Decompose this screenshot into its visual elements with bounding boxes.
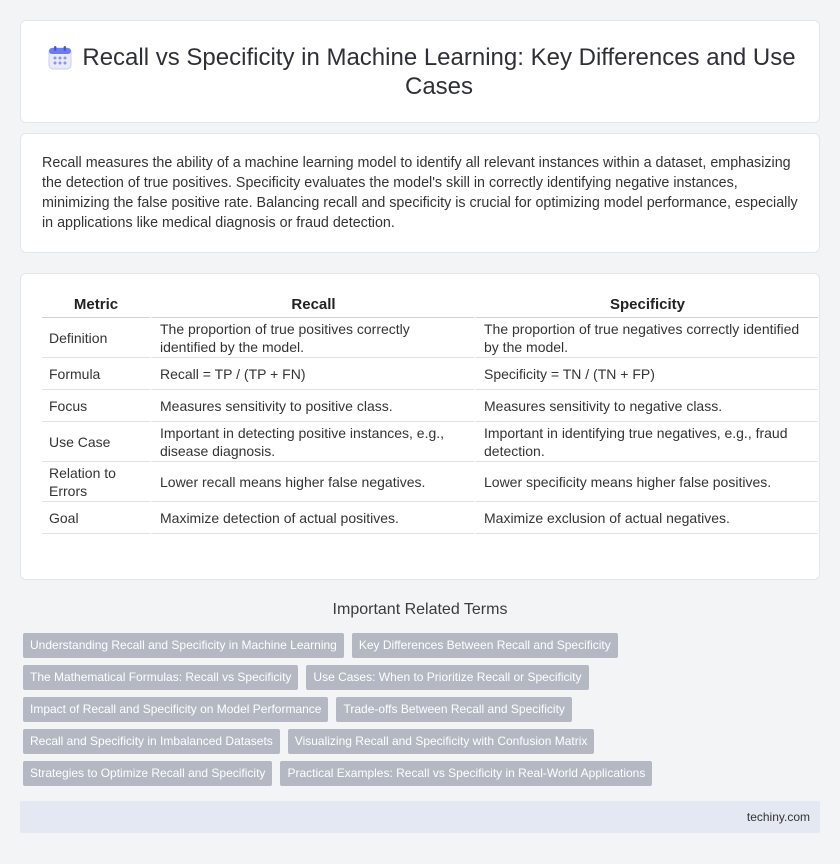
tag-row (23, 633, 823, 665)
related-terms-heading: Important Related Terms (332, 601, 508, 618)
metric-cell: Formula (42, 358, 150, 390)
related-term-tag[interactable]: Key Differences Between Recall and Specificity (352, 633, 618, 658)
metric-cell: Use Case (42, 422, 150, 462)
header-recall: Recall (150, 292, 474, 318)
related-term-tag[interactable]: Recall and Specificity in Imbalanced Datasets (23, 729, 280, 754)
recall-cell: The proportion of true positives correctly identified by the model. (150, 318, 474, 358)
tag-row (23, 729, 823, 761)
title-wrap (47, 43, 799, 101)
specificity-cell: Important in identifying true negatives, e.g., fraud detection. (474, 422, 818, 462)
table-row (42, 318, 818, 358)
related-term-tag[interactable]: Practical Examples: Recall vs Specificity in Real-World Applications (280, 761, 652, 786)
footer (20, 801, 820, 833)
table-row (42, 390, 818, 422)
site-name[interactable]: techiny.com (746, 810, 810, 824)
specificity-cell: Lower specificity means higher false positives. (474, 462, 818, 502)
table-row (42, 462, 818, 502)
intro-card (20, 133, 820, 253)
recall-cell: Recall = TP / (TP + FN) (150, 358, 474, 390)
recall-cell: Lower recall means higher false negatives. (150, 462, 474, 502)
tag-row (23, 761, 823, 793)
title-card (20, 20, 820, 123)
metric-cell: Definition (42, 318, 150, 358)
comparison-table-card (20, 273, 820, 580)
specificity-cell: Specificity = TN / (TN + FP) (474, 358, 818, 390)
recall-cell: Maximize detection of actual positives. (150, 502, 474, 534)
metric-cell: Focus (42, 390, 150, 422)
specificity-cell: Maximize exclusion of actual negatives. (474, 502, 818, 534)
related-term-tag[interactable]: Visualizing Recall and Specificity with Confusion Matrix (288, 729, 595, 754)
header-specificity: Specificity (474, 292, 818, 318)
intro-paragraph: Recall measures the ability of a machine learning model to identify all relevant instances within a dataset, emphasizing the detection of true positives. Specificity evaluates the model's skill in correctly identifying negative instances, minimizing the false positive rate. Balancing recall and specificity is crucial for optimizing model performance, especially in applications like medical diagnosis or fraud detection. (42, 155, 798, 231)
related-term-tag[interactable]: Trade-offs Between Recall and Specificity (336, 697, 571, 722)
metric-cell: Goal (42, 502, 150, 534)
related-term-tag[interactable]: The Mathematical Formulas: Recall vs Specificity (23, 665, 298, 690)
metric-cell: Relation to Errors (42, 462, 150, 502)
table-row (42, 502, 818, 534)
recall-cell: Important in detecting positive instances, e.g., disease diagnosis. (150, 422, 474, 462)
calendar-icon (47, 45, 73, 71)
page-title: Recall vs Specificity in Machine Learning: Key Differences and Use Cases (82, 44, 796, 100)
comparison-table (42, 292, 818, 534)
table-row (42, 358, 818, 390)
tag-row (23, 697, 823, 729)
related-term-tag[interactable]: Strategies to Optimize Recall and Specificity (23, 761, 272, 786)
table-header-row (42, 292, 818, 318)
related-term-tag[interactable]: Impact of Recall and Specificity on Model Performance (23, 697, 328, 722)
tag-row (23, 665, 823, 697)
related-term-tag[interactable]: Understanding Recall and Specificity in Machine Learning (23, 633, 344, 658)
table-row (42, 422, 818, 462)
specificity-cell: The proportion of true negatives correctly identified by the model. (474, 318, 818, 358)
specificity-cell: Measures sensitivity to negative class. (474, 390, 818, 422)
recall-cell: Measures sensitivity to positive class. (150, 390, 474, 422)
related-terms-list (23, 633, 823, 793)
related-term-tag[interactable]: Use Cases: When to Prioritize Recall or Specificity (306, 665, 588, 690)
header-metric: Metric (42, 292, 150, 318)
